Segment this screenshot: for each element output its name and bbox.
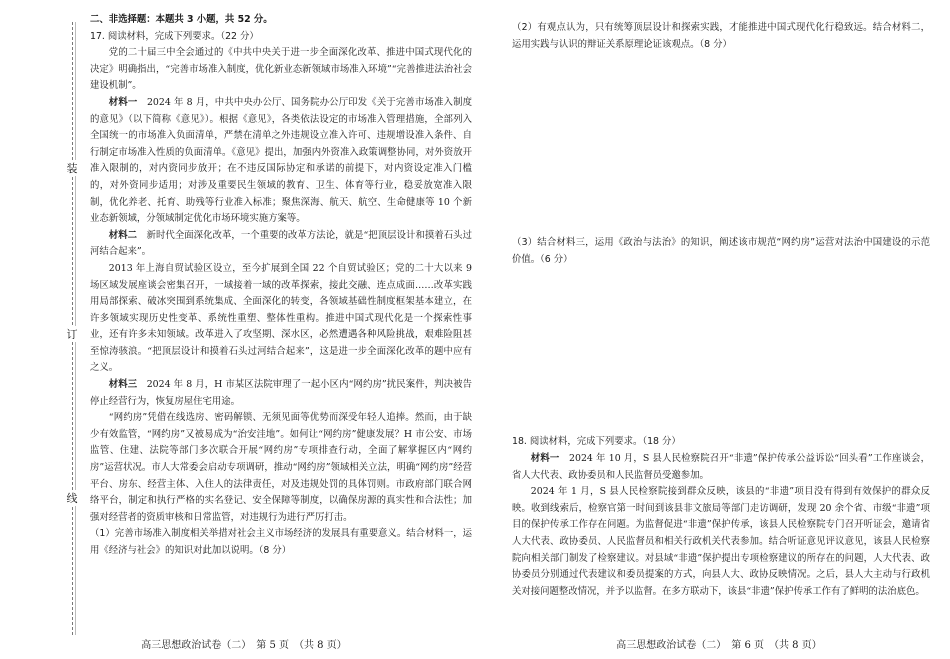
q18-heading: 18. 阅读材料，完成下列要求。（18 分） xyxy=(512,436,681,448)
q18-material1 xyxy=(512,451,930,484)
material1-text: 2024 年 8 月，中共中央办公厅、国务院办公厅印发《关于完善市场准入制度的意见》（以下简称《意见》）。根据《意见》，各类依法设定的市场准入管理措施，全部列入全国统一的市场准入负面清单，严禁在清单之外违规设立准入许可、违规增设准入条件、自行制定市场准入性质的负面清单。《意见》提出，加强内外资准入政策调整协同，对外资放开准入限制的，对内资同步放开；在不违反国际协定和承诺的前提下，对内资设定准入门槛的，对外资同步适用；对涉及重要民生领域的教育、卫生、体育等行业，稳妥放宽准入限制，优化养老、托育、助残等行业准入标准；聚焦深海、航天、航空、生命健康等 10 个新业态新领域，分领域制定优化市场环境实施方案等。 xyxy=(90,96,472,225)
left-content xyxy=(90,12,472,560)
q18-material1-label: 材料一 xyxy=(530,452,560,464)
material3-paragraph2: “网约房”凭借在线选房、密码解锁、无须见面等优势而深受年轻人追捧。然而，由于缺少有效监管，“网约房”又被易成为“治安洼地”。如何让“网约房”健康发展？H 市公安、市场监管、住建、法院等部门多次联合开展“网约房”专项排查行动，全面了解掌握区内“网约房”运营状况。市人大常委会启动专项调研，推动“网约房”领域相关立法，明确“网约房”经营平台、房东、经营主体、入住人的法律责任，对及违规处罚的具体罚则。市政府部门联合网络平台，制定和执行严格的实名登记、安全保障等制度，以确保房源的真实性和合法性；加强对经营者的资质审核和日常监管，对违规行为进行严厉打击。 xyxy=(90,412,472,523)
right-page xyxy=(488,0,950,659)
q17-part3: （3）结合材料三，运用《政治与法治》的知识，阐述该市规范“网约房”运营对法治中国建设的示范价值。（6 分） xyxy=(512,237,930,265)
material3-text: 2024 年 8 月，H 市某区法院审理了一起小区内“网约房”扰民案件，判决被告停止经营行为，恢复房屋住宅用途。 xyxy=(90,379,472,407)
q17-part1: （1）完善市场准入制度相关举措对社会主义市场经济的发展具有重要意义。结合材料一，运用《经济与社会》的知识对此加以说明。（8 分） xyxy=(90,528,472,556)
material2 xyxy=(90,228,472,261)
right-content xyxy=(512,20,930,600)
section-title: 二、非选择题：本题共 3 小题，共 52 分。 xyxy=(90,14,273,25)
q18-material1-paragraph2: 2024 年 1 月，S 县人民检察院接到群众反映，该县的“非遗”项目没有得到有效保护的群众反映。收到线索后，检察官第一时间到该县非文旅局等部门走访调研，发现 20 余个省、市级“非遗”项目的保护传承工作存在问题。为监督促进“非遗”保护传承，该县人民检察院专门召开听证会，邀请省人大代表、政协委员、人民监督员和相关行政机关代表参加。结合听证意见评议意见，该县人民检察院向相关部门制发了检察建议。对县域“非遗”保护提出专项检察建议的所存在的问题，人大代表、政协委员分别通过代表建议和委员提案的方式，向县人大、政协反映情况。之后，县人大主动与行政机关对接问题整改情况，并予以监督。在多方联动下，该县“非遗”保护传承工作有了鲜明的法治底色。 xyxy=(512,486,930,597)
q17-part2: （2）有观点认为，只有统筹顶层设计和探索实践，才能推进中国式现代化行稳致远。结合材料二，运用实践与认识的辩证关系原理论证该观点。（8 分） xyxy=(512,22,930,50)
material2-label: 材料二 xyxy=(108,229,138,241)
material3 xyxy=(90,377,472,410)
right-footer: 高三思想政治试卷（二） 第 6 页 （共 8 页） xyxy=(616,640,822,651)
material1 xyxy=(90,95,472,228)
margin-label-xian: 线 xyxy=(64,490,80,506)
material1-label: 材料一 xyxy=(108,96,138,108)
margin-label-ding: 订 xyxy=(64,326,80,342)
material2-text: 新时代全面深化改革，一个重要的改革方法论，就是“把顶层设计和摸着石头过河结合起来”。 xyxy=(90,229,472,258)
material2-paragraph2: 2013 年上海自贸试验区设立，至今扩展到全国 22 个自贸试验区；党的二十大以来 9 场区域发展座谈会密集召开，一域接着一域的改革探索，接此交融、连点成面……改革实践用局部探索、破冰突围到系统集成、全面深化的转变，各领域基础性制度框架基本建立，在许多领域实现历史性变革、系统性重塑、整体性重构。推进中国式现代化是一个探索性事业，还有许多未知领域。改革进入了攻坚期、深水区，必然遭遇各种风险挑战，艰难险阻甚至惊涛骇浪。“把顶层设计和摸着石头过河结合起来”，这是进一步全面深化改革的题中应有之义。 xyxy=(90,262,472,374)
q18-material1-text: 2024 年 10 月，S 县人民检察院召开“非遗”保护传承公益诉讼“回头看”工作座谈会，省人大代表、政协委员和人民监督员受邀参加。 xyxy=(512,452,930,481)
answer-space-part3 xyxy=(512,268,930,434)
answer-space-part2 xyxy=(512,53,930,235)
material3-label: 材料三 xyxy=(108,379,138,391)
margin-label-zhuang: 装 xyxy=(64,160,80,176)
q17-heading: 17. 阅读材料，完成下列要求。（22 分） xyxy=(90,30,259,42)
left-footer: 高三思想政治试卷（二） 第 5 页 （共 8 页） xyxy=(141,640,347,651)
q17-intro: 党的二十届三中全会通过的《中共中央关于进一步全面深化改革、推进中国式现代化的决定》明确指出，“完善市场准入制度，优化新业态新领域市场准入环境”“完善推进法治社会建设机制”。 xyxy=(90,47,472,92)
